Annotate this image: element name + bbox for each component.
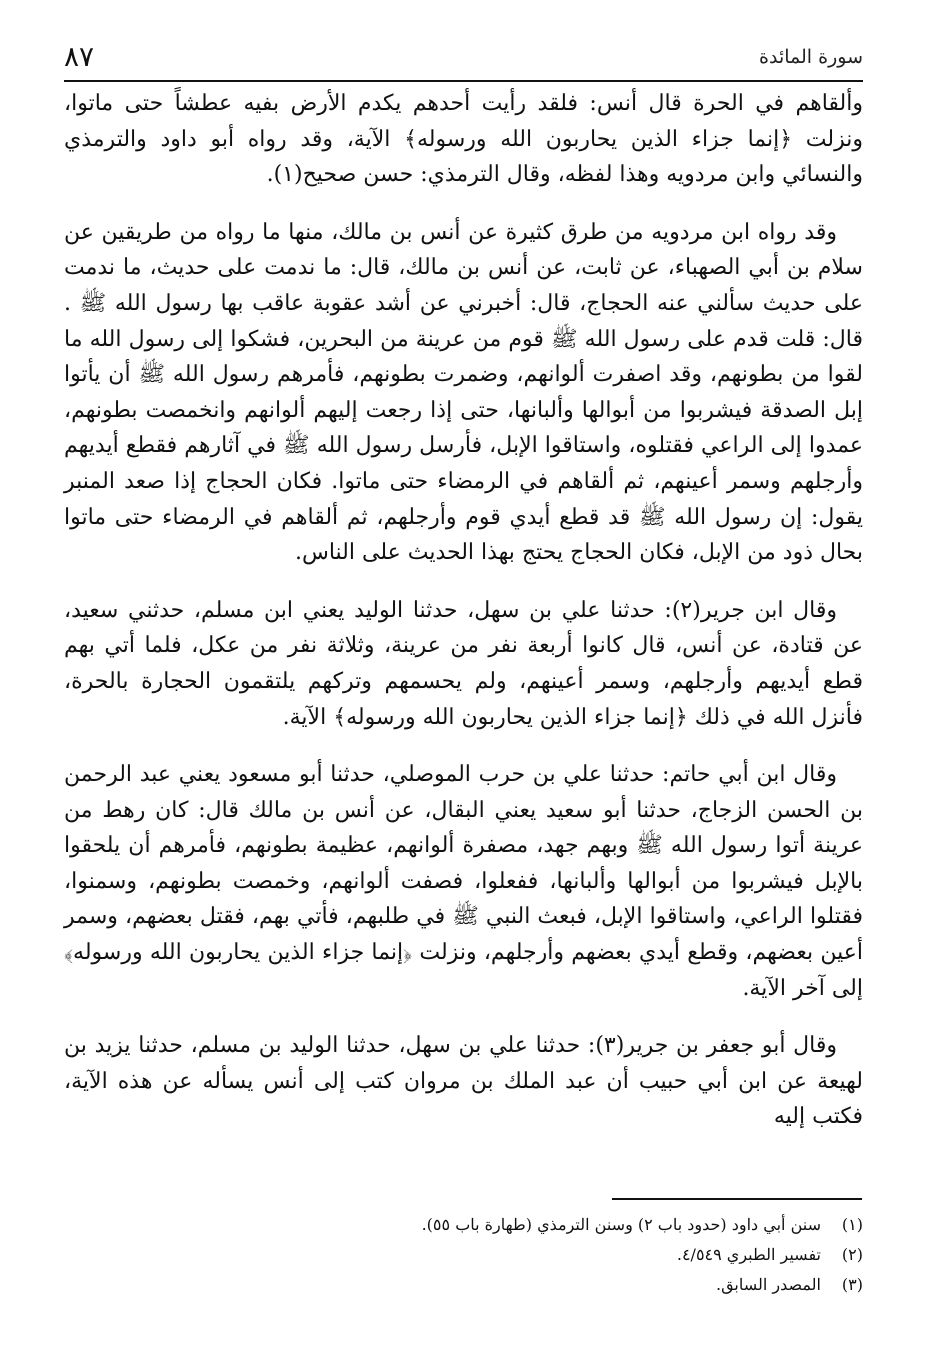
- footnote-number: (٢): [841, 1245, 863, 1264]
- page-body: [64, 86, 863, 1157]
- surah-title: سورة المائدة: [759, 46, 863, 68]
- page-header: [64, 40, 863, 78]
- paragraph-1: وألقاهم في الحرة قال أنس: فلقد رأيت أحدهم يكدم الأرض بفيه عطشاً حتى ماتوا، ونزلت ﴿إنما جزاء الذين يحاربون الله ورسوله﴾ الآية، وقد رواه أبو داود والترمذي والنسائي وابن مردويه وهذا لفظه، وقال الترمذي: حسن صحيح(١).: [64, 91, 863, 188]
- footnote-text: سنن أبي داود (حدود باب ٢) وسنن الترمذي (طهارة باب ٥٥).: [421, 1215, 821, 1234]
- paragraph-4: وقال ابن أبي حاتم: حدثنا علي بن حرب الموصلي، حدثنا أبو مسعود يعني عبد الرحمن بن الحسن الزجاج، حدثنا أبو سعيد يعني البقال، عن أنس بن مالك قال: كان رهط من عرينة أتوا رسول الله ﷺ وبهم جهد، مصفرة ألوانهم، عظيمة بطونهم، فأمرهم أن يلحقوا بالإبل فيشربوا من أبوالها وألبانها، ففعلوا، فصفت ألوانهم، وخمصت بطونهم، وسمنوا، فقتلوا الراعي، واستاقوا الإبل، فبعث النبي ﷺ في طلبهم، فأتي بهم، فقتل بعضهم، وسمر أعين بعضهم، وقطع أيدي بعضهم وأرجلهم، ونزلت ﴿إنما جزاء الذين يحاربون الله ورسوله﴾ إلى آخر الآية.: [64, 762, 863, 1001]
- footnote-number: (٣): [841, 1275, 863, 1294]
- footnote-text: تفسير الطبري ٤/٥٤٩.: [676, 1245, 821, 1264]
- footnote-divider: [612, 1198, 862, 1200]
- footnote-3: [64, 1270, 863, 1300]
- paragraph-5: وقال أبو جعفر بن جرير(٣): حدثنا علي بن سهل، حدثنا الوليد بن مسلم، حدثنا يزيد بن لهيعة عن ابن أبي حبيب أن عبد الملك بن مروان كتب إلى أنس يسأله عن هذه الآية، فكتب إليه: [64, 1033, 863, 1130]
- footnote-1: [64, 1210, 863, 1240]
- paragraph-2: وقد رواه ابن مردويه من طرق كثيرة عن أنس بن مالك، منها ما رواه من طريقين عن سلام بن أبي الصهباء، عن ثابت، عن أنس بن مالك، قال: ما ندمت على حديث، ما ندمت على حديث سألني عنه الحجاج، قال: أخبرني عن أشد عقوبة عاقب بها رسول الله ﷺ . قال: قلت قدم على رسول الله ﷺ قوم من عرينة من البحرين، فشكوا إلى رسول الله ما لقوا من بطونهم، وقد اصفرت ألوانهم، وضمرت بطونهم، فأمرهم رسول الله ﷺ أن يأتوا إبل الصدقة فيشربوا من أبوالها وألبانها، حتى إذا رجعت إليهم ألوانهم وانخمصت بطونهم، عمدوا إلى الراعي فقتلوه، واستاقوا الإبل، فأرسل رسول الله ﷺ في آثارهم فقطع أيديهم وأرجلهم وسمر أعينهم، ثم ألقاهم في الرمضاء حتى ماتوا. فكان الحجاج إذا صعد المنبر يقول: إن رسول الله ﷺ قد قطع أيدي قوم وأرجلهم، ثم ألقاهم في الرمضاء حتى ماتوا بحال ذود من الإبل، فكان الحجاج يحتج بهذا الحديث على الناس.: [64, 219, 863, 566]
- footnote-2: [64, 1240, 863, 1270]
- header-divider: [64, 80, 863, 82]
- paragraph-3: وقال ابن جرير(٢): حدثنا علي بن سهل، حدثنا الوليد يعني ابن مسلم، حدثني سعيد، عن قتادة، عن أنس، قال كانوا أربعة نفر من عرينة، وثلاثة نفر من عكل، فلما أتي بهم قطع أيديهم وأرجلهم، وسمر أعينهم، ولم يحسمهم وتركهم يلتقمون الحجارة بالحرة، فأنزل الله في ذلك ﴿إنما جزاء الذين يحاربون الله ورسوله﴾ الآية.: [64, 597, 863, 730]
- page-number: ٨٧: [64, 40, 95, 73]
- footnote-text: المصدر السابق.: [715, 1275, 821, 1294]
- footnote-number: (١): [841, 1215, 863, 1234]
- footnotes: [64, 1210, 863, 1300]
